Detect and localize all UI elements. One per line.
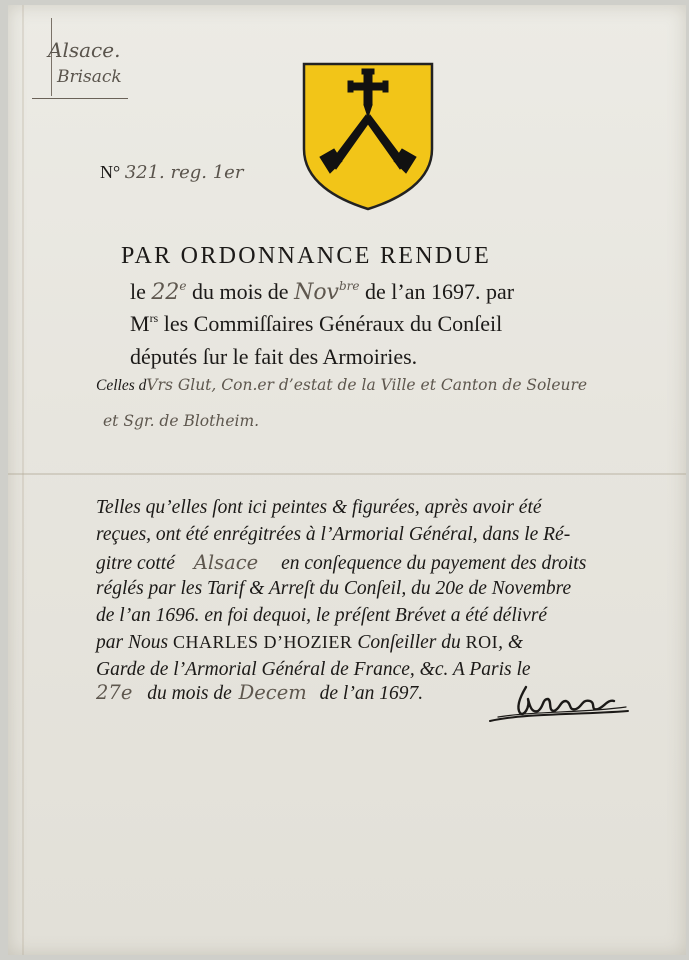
register-province-handwritten: Alsace xyxy=(193,551,259,574)
owner-line-2: et Sgr. de Blotheim. xyxy=(103,412,260,430)
body-line-6 xyxy=(96,632,523,654)
conseiller-text: Conſeiller du xyxy=(357,632,461,653)
armoiries-line: députés ſur le fait des Armoiries. xyxy=(130,344,418,369)
paper-margin-crease xyxy=(22,5,24,955)
province-note: Alsace. xyxy=(48,38,121,62)
register-suffix: en conſequence du payement des droits xyxy=(281,553,587,574)
commissaires-line xyxy=(130,311,502,337)
corner-annotation xyxy=(32,10,128,99)
messieurs-superscript: rs xyxy=(149,311,159,325)
document-sheet xyxy=(8,5,686,955)
register-prefix: gitre cotté xyxy=(96,553,175,574)
commissaires-text: les Commiſſaires Généraux du Conſeil xyxy=(158,311,503,336)
document-heading: PAR ORDONNANCE RENDUE xyxy=(121,243,492,269)
ordonnance-month: Nov xyxy=(294,280,339,305)
roi-text: ROI xyxy=(465,632,499,652)
paper-fold xyxy=(8,473,686,475)
body-line-6-end: , & xyxy=(498,632,524,653)
body-line-5: de l’an 1696. en foi dequoi, le préſent Brévet a été délivré xyxy=(96,605,548,626)
register-number xyxy=(100,162,243,183)
signature xyxy=(486,677,636,729)
issue-day-handwritten: 27e xyxy=(96,681,133,704)
register-value: 321. reg. 1er xyxy=(124,162,244,183)
body-line-7: Garde de l’Armorial Général de France, &c. A Paris le xyxy=(96,659,531,680)
owner-line-1 xyxy=(96,376,587,395)
body-line-8 xyxy=(96,681,423,705)
town-note: Brisack xyxy=(57,67,122,87)
month-superscript: bre xyxy=(339,279,360,293)
owner-prefix: Celles d xyxy=(96,377,147,394)
owner-name-handwritten: Vrs Glut, Con.er d’estat de la Ville et Canton de Soleure xyxy=(146,376,588,394)
hozier-name: CHARLES D’HOZIER xyxy=(172,632,353,652)
ordonnance-day: 22 xyxy=(151,280,180,305)
date-mid: du mois de xyxy=(192,279,289,304)
day-superscript: e xyxy=(179,279,187,293)
issue-mois: du mois de xyxy=(147,683,232,704)
date-suffix: de l’an 1697. par xyxy=(365,279,515,304)
date-line xyxy=(130,279,514,305)
issue-month-handwritten: Decem xyxy=(238,681,307,704)
par-nous: par Nous xyxy=(96,632,169,653)
issue-year: de l’an 1697. xyxy=(319,683,424,704)
date-prefix: le xyxy=(130,279,146,304)
body-line-1: Telles qu’elles ſont ici peintes & figurées, après avoir été xyxy=(96,497,542,518)
body-line-3 xyxy=(96,551,586,575)
messieurs-abbrev: M xyxy=(130,311,150,336)
register-label: N° xyxy=(100,162,121,182)
body-line-4: réglés par les Tarif & Arreſt du Conſeil, du 20e de Novembre xyxy=(96,578,572,599)
coat-of-arms-shield xyxy=(300,61,436,213)
body-line-2: reçues, ont été enrégitrées à l’Armorial Général, dans le Ré- xyxy=(96,524,571,545)
